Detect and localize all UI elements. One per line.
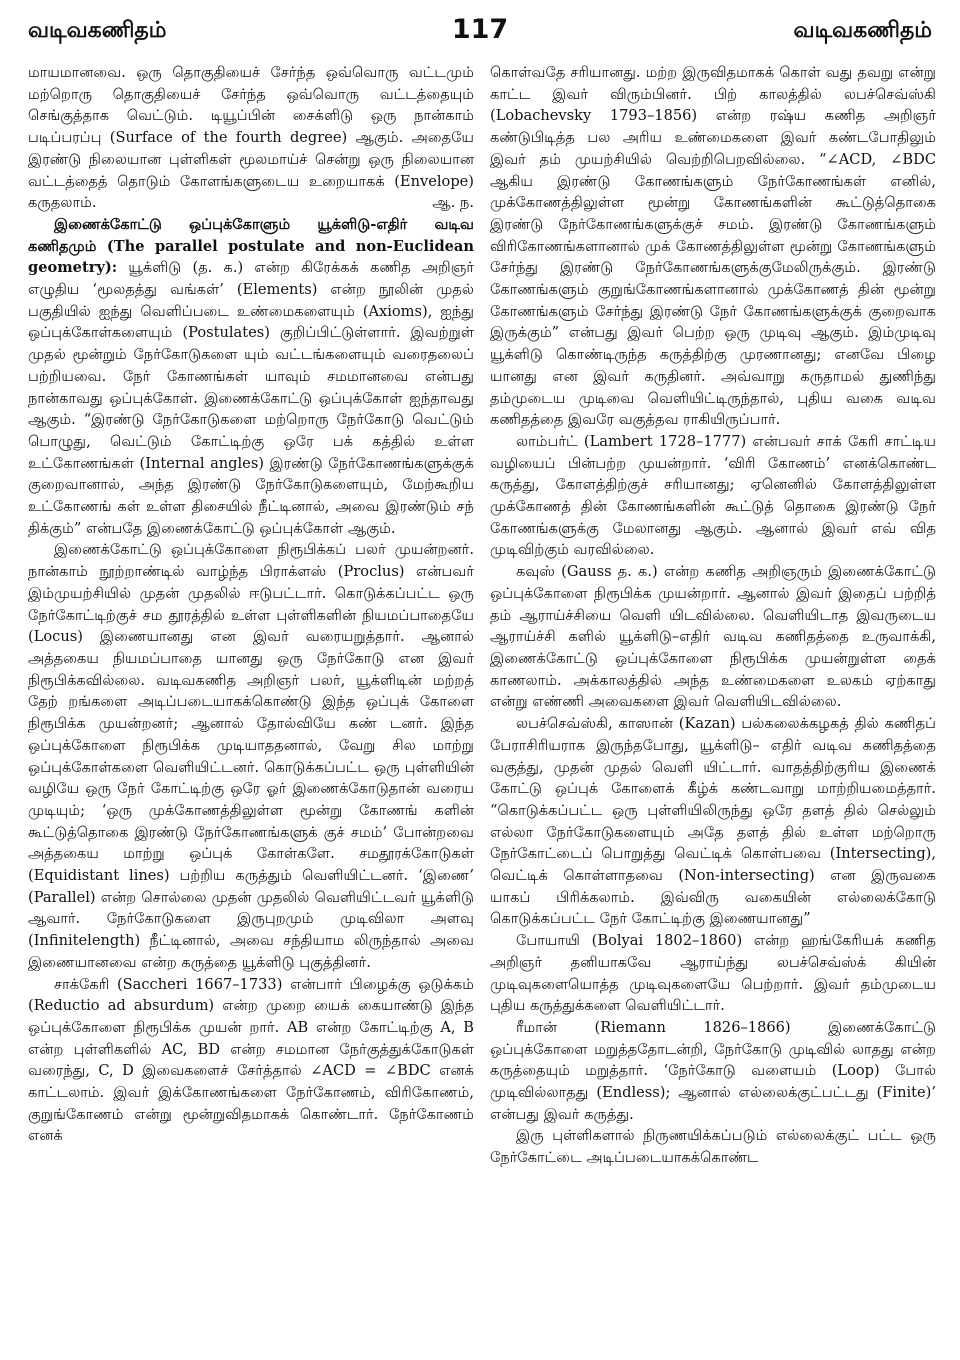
paragraph: இணைக்கோட்டு ஒப்புக்கோளை நிரூபிக்கப் பலர் முயன்றனர். நான்காம் நூற்றாண்டில் வாழ்ந்த பிராக்ளஸ் (Proclus) என்பவர் இம்முயற்சியில் முதன் முதலில் ஈடுபட்டார். கொடுக்கப்பட்ட ஒரு நேர்கோட்டிற்குச் சம தூரத்தில் உள்ள புள்ளிகளின் நியமப்பாதையே (Locus) இணையானது என இவர் வரையறுத்தார். ஆனால் அத்தகைய நியமப்பாதை யானது ஒரு நேர்கோடு என இவர் நிரூபிக்கவில்லை. வடிவகணித அறிஞர் பலர், யூக்ளிடின் மற்றத் தேற் றங்களை அடிப்படையாகக்கொண்டு இந்த ஒப்புக் கோளை நிரூபிக்க முயன்றனர்; ஆனால் தோல்வியே கண் டனர். இந்த ஒப்புக்கோளை நிரூபிக்க முடியாததனால், வேறு சில மாற்று ஒப்புக்கோள்களை வெளியிட்டனர். கொடுக்கப்பட்ட ஒரு புள்ளியின் வழியே ஒரு நேர் கோட்டிற்கு ஒரே ஓர் இணைக்கோடுதான் வரைய முடியும்; ‘ஒரு முக்கோணத்திலுள்ள மூன்று கோணங் களின் கூட்டுத்தொகை இரண்டு நேர்கோணங்களுக் குச் சமம்’ போன்றவை அத்தகைய மாற்று ஒப்புக் கோள்களே. சமதூரக்கோடுகள் (Equidistant lines) பற்றிய கருத்தும் வெளியிட்டனர். ‘இணை’ (Parallel) என்ற சொல்லை முதன் முதலில் வெளியிட்டவர் யூக்ளிடு ஆவார். நேர்கோடுகளை இருபுறமும் முடிவிலா அளவு (Infinitelength) நீட்டினால், அவை சந்தியாம லிருந்தால் அவை இணையானவை என்ற கருத்தை யூக்ளிடு புகுத்தினர். <box>28 541 474 971</box>
paragraph: லாம்பர்ட் (Lambert 1728–1777) என்பவர் சாக் கேரி சாட்டிய வழியைப் பின்பற்ற முயன்றார். ‘விரி கோணம்’ எனக்கொண்ட கருத்து, கோளத்திற்குச் சரியானது; ஏனெனில் கோளத்திலுள்ள முக்கோணத் தின் கோணங்களின் கூட்டுத் தொகை இரண்டு நேர் கோணங்களுக்கு மேலானது ஆகும். ஆனால் இவர் எவ் வித முடிவிற்கும் வரவில்லை. <box>490 432 936 559</box>
author-initials: ஆ. ந. <box>432 194 474 212</box>
paragraph: கொள்வதே சரியானது. மற்ற இருவிதமாகக் கொள் வது தவறு என்று காட்ட இவர் விரும்பினர். பிற் காலத்தில் லபச்செவ்ஸ்கி (Lobachevsky 1793–1856) என்ற ரஷ்ய கணித அறிஞர் கண்டுபிடித்த பல அரிய உண்மைகளை இவர் கண்டபோதிலும் இவர் தம் முயற்சியில் வெற்றிபெறவில்லை. “∠ACD, ∠BDC ஆகிய இரண்டு கோணங்களும் நேர்கோணங்கள் எனில், முக்கோணத்திலுள்ள மூன்று கோணங்களின் கூட்டுத்தொகை இரண்டு நேர்கோணங்களுக்குச் சமம். இரண்டு கோணங்களும் விரிகோணங்களானால் முக் கோணத்திலுள்ள மூன்று கோணங்களும் சேர்ந்து இரண்டு நேர்கோணங்களுக்குமேலிருக்கும். இரண்டு கோணங்களும் குறுங்கோணங்களானால் முக்கோணத் தின் மூன்று கோணங்களும் சேர்ந்து இரண்டு நேர் கோணங்களுக்குக் குறைவாக இருக்கும்” என்பது இவர் பெற்ற ஒரு முடிவு ஆகும். இம்முடிவு யூக்ளிடு கொண்டிருந்த கருத்திற்கு முரணானது; எனவே பிழை யானது என இவர் கருதினர். அவ்வாறு கருதாமல் துணிந்து தம்முடைய முடிவை வெளியிட்டிருந்தால், புதிய வகை வடிவ கணிதத்தை இவரே வகுத்தவ ராகியிருப்பார். <box>490 64 936 429</box>
paragraph: லபச்செவ்ஸ்கி, காஸான் (Kazan) பல்கலைக்கழகத் தில் கணிதப் பேராசிரியராக இருந்தபோது, யூக்ளிடு– எதிர் வடிவ கணிதத்தை வகுத்து, முதன் முதல் வெளி யிட்டார். வாதத்திற்குரிய இணைக் கோட்டு ஒப்புக் கோளைக் கீழ்க் கண்டவாறு மாற்றியமைத்தார். “கொடுக்கப்பட்ட ஒரு புள்ளியிலிருந்து ஒரே தளத் தில் செல்லும் எல்லா நேர்கோடுகளையும் அதே தளத் தில் உள்ள மற்றொரு நேர்கோட்டைப் பொறுத்து வெட்டிக் கொள்பவை (Intersecting), வெட்டிக் கொள்ளாதவை (Non-intersecting) என இருவகை யாகப் பிரிக்கலாம். இவ்விரு வகையின் எல்லைக்கோடு கொடுக்கப்பட்ட நேர் கோட்டிற்கு இணையானது” <box>490 715 936 928</box>
left-column <box>28 62 474 1354</box>
paragraph: சாக்கேரி (Saccheri 1667–1733) என்பார் பிழைக்கு ஒடுக்கம் (Reductio ad absurdum) என்ற முறை யைக் கையாண்டு இந்த ஒப்புக்கோளை நிரூபிக்க முயன் றார். AB என்ற கோட்டிற்கு A, B என்ற புள்ளிகளில் AC, BD என்ற சமமான நேர்குத்துக்கோடுகள் வரைந்து, C, D இவைகளைச் சேர்த்தால் ∠ACD = ∠BDC எனக் காட்டலாம். இவர் இக்கோணங்களை நேர்கோணம், விரிகோணம், குறுங்கோணம் என்று மூன்றுவிதமாகக் கொண்டார். நேர்கோணம் எனக் <box>28 975 474 1145</box>
paragraph: கவுஸ் (Gauss த. க.) என்ற கணித அறிஞரும் இணைக்கோட்டு ஒப்புக்கோளை நிரூபிக்க முயன்றார். ஆனால் இவர் இதைப் பற்றித் தம் ஆராய்ச்சியை வெளி யிடவில்லை. வெளியிடாத இவருடைய ஆராய்ச்சி களில் யூக்ளிடு–எதிர் வடிவ கணிதத்தை உருவாக்கி, இணைக்கோட்டு ஒப்புக்கோளை நிரூபிக்க முயன்றுள்ள தைக் காணலாம். அக்காலத்தில் அந்த உண்மைகளை உலகம் ஏற்காது என்று எண்ணி அவைகளை இவர் வெளியிடவில்லை. <box>490 563 936 711</box>
section-heading: இணைக்கோட்டு ஒப்புக்கோளும் யூக்ளிடு-எதிர் வடிவ கணிதமும் (The parallel postulate and non-Euclidean geometry): <box>28 215 474 277</box>
paragraph: போயாயி (Bolyai 1802–1860) என்ற ஹங்கேரியக் கணித அறிஞர் தனியாகவே ஆராய்ந்து லபச்செவ்ஸ்க் கியின் முடிவுகளையொத்த முடிவுகளையே பெற்றார். இவர் தம்முடைய புதிய கருத்துக்களை வெளியிட்டார். <box>490 932 936 1015</box>
page-number: 117 <box>451 14 509 45</box>
right-column <box>490 62 936 1354</box>
paragraph: ரீமான் (Riemann 1826–1866) இணைக்கோட்டு ஒப்புக்கோளை மறுத்ததோடன்றி, நேர்கோடு முடிவில் லாதது என்ற கருத்தையும் மறுத்தார். ‘நேர்கோடு வளையம் (Loop) போல் முடிவில்லாதது (Endless); ஆனால் எல்லைக்குட்பட்டது (Finite)’ என்பது இவர் கருத்து. <box>490 1018 936 1123</box>
page-header <box>22 14 938 54</box>
paragraph: இரு புள்ளிகளால் நிருணயிக்கப்படும் எல்லைக்குட் பட்ட ஒரு நேர்கோட்டை அடிப்படையாகக்கொண்ட <box>490 1127 936 1167</box>
paragraph <box>28 62 474 214</box>
running-title-left: வடிவகணிதம் <box>28 18 167 43</box>
running-title-right: வடிவகணிதம் <box>793 18 932 43</box>
body-columns <box>28 62 936 1354</box>
paragraph-text: மாயமானவை. ஒரு தொகுதியைச் சேர்ந்த ஒவ்வொரு வட்டமும் மற்றொரு தொகுதியைச் சேர்ந்த ஒவ்வொரு வட்டத்தையும் செங்குத்தாக வெட்டும். டியூப்பின் சைக்ளிடு ஒரு நான்காம் படிப்பரப்பு (Surface of the fourth degree) ஆகும். அதையே இரண்டு நிலையான புள்ளிகள் மூலமாய்ச் சென்று ஒரு நிலையான வட்டத்தைத் தொடும் கோளங்களுடைய உறையாகக் (Envelope) கருதலாம். <box>28 64 474 212</box>
paragraph-text: யூக்ளிடு (த. க.) என்ற கிரேக்கக் கணித அறிஞர் எழுதிய ‘மூலதத்து வங்கள்’ (Elements) என்ற நூலின் முதல் பகுதியில் ஐந்து வெளிப்படை உண்மைகளையும் (Axioms), ஐந்து ஒப்புக்கோள்களையும் (Postulates) குறிப்பிட்டுள்ளார். இவற்றுள் முதல் மூன்றும் நேர்கோடுகளை யும் வட்டங்களையும் வரைதலைப் பற்றியவை. நேர் கோணங்கள் யாவும் சமமானவை என்பது நான்காவது ஒப்புக்கோள். இணைக்கோட்டு ஒப்புக்கோள் ஐந்தாவது ஆகும். “இரண்டு நேர்கோடுகளை மற்றொரு நேர்கோடு வெட்டும் பொழுது, வெட்டும் கோட்டிற்கு ஒரே பக் கத்தில் உள்ள உட்கோணங்கள் (Internal angles) இரண்டு நேர்கோணங்களுக்குக் குறைவானால், அந்த இரண்டு நேர்கோடுகளையும், மேற்கூறிய உட்கோணங் கள் உள்ள திசையில் நீட்டினால், அவை இரண்டும் சந் திக்கும்” என்பதே இணைக்கோட்டு ஒப்புக்கோள் ஆகும். <box>28 259 474 537</box>
section-paragraph <box>28 214 474 540</box>
